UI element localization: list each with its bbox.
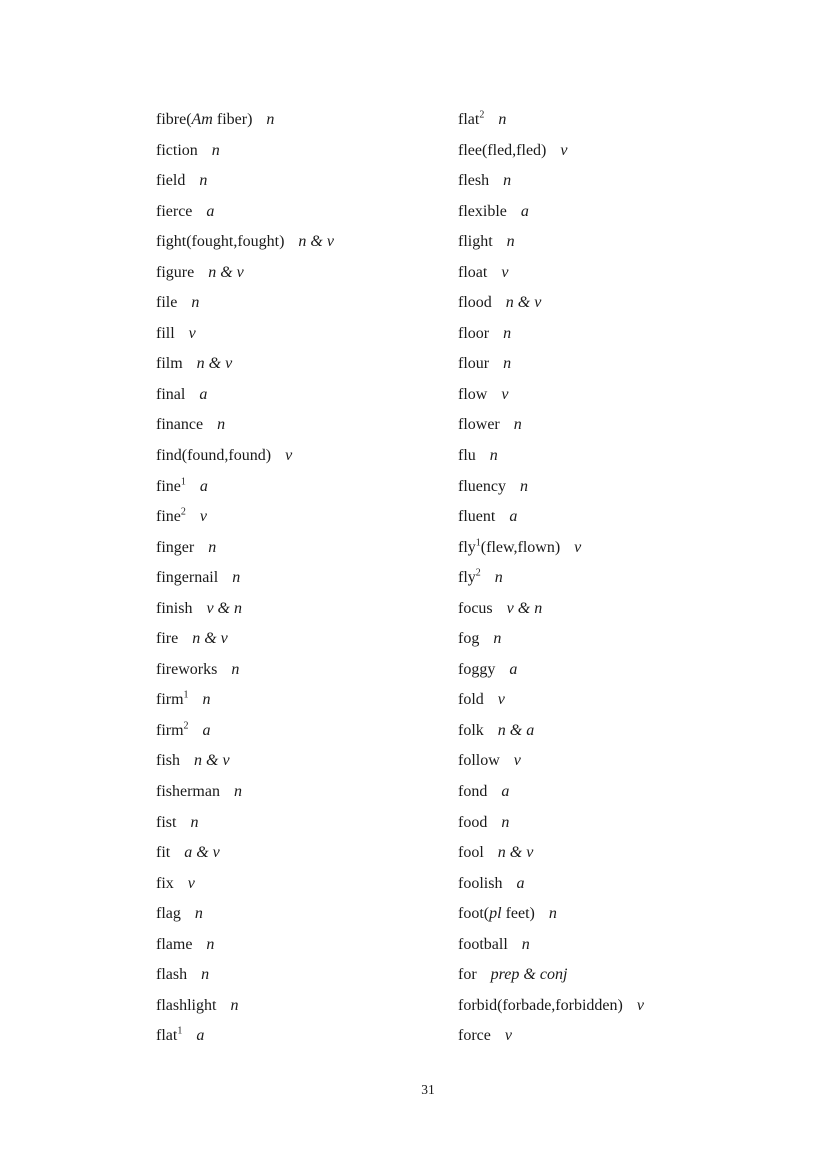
word-text: float (458, 263, 488, 281)
word-superscript: 2 (475, 567, 481, 579)
word-text: football (458, 935, 508, 953)
entry-word (156, 355, 183, 372)
entry-pos: v (513, 752, 521, 770)
entry-pos: a (199, 477, 208, 495)
entry-pos: n & a (497, 721, 535, 739)
entry-pos: a (509, 508, 518, 526)
entry-pos: n & v (505, 294, 542, 312)
entry-pos: v (501, 263, 509, 281)
word-text: fire (156, 630, 179, 648)
entry-word (156, 172, 185, 189)
entry-word (458, 416, 500, 433)
word-entry (458, 410, 644, 441)
word-text: flat (458, 111, 480, 128)
entry-pos: a (206, 202, 215, 220)
word-text: focus (458, 599, 493, 617)
entry-pos: v (187, 874, 195, 892)
entry-word (458, 172, 489, 189)
word-entry (156, 930, 334, 961)
word-text: flesh (458, 172, 490, 190)
word-text: force (458, 1027, 491, 1045)
entry-word (458, 814, 487, 831)
word-text: fit (156, 844, 171, 862)
entry-word (458, 478, 506, 495)
word-text: fly (458, 538, 476, 556)
word-text: firm (156, 691, 184, 709)
word-text: for (458, 966, 477, 984)
word-text: fill (156, 324, 175, 342)
entry-pos: prep & conj (490, 966, 568, 984)
entry-pos: n (498, 111, 507, 128)
word-entry (458, 777, 644, 808)
word-text: figure (156, 263, 195, 281)
entry-word (458, 569, 481, 586)
entry-word (458, 386, 487, 403)
word-text: fine (156, 508, 181, 526)
word-text: foggy (458, 660, 496, 678)
word-text: foolish (458, 874, 503, 892)
entry-pos: n (201, 966, 210, 984)
entry-pos: n (230, 996, 239, 1014)
word-entry (458, 1021, 644, 1052)
entry-word (458, 661, 495, 678)
entry-pos: n & v (196, 355, 233, 373)
word-entry (156, 258, 334, 289)
entry-word (458, 325, 489, 342)
word-entry (458, 685, 644, 716)
word-entry (458, 136, 644, 167)
entry-word (458, 233, 493, 250)
entry-pos: n & v (194, 752, 230, 770)
entry-pos: v (574, 538, 582, 556)
entry-word (156, 294, 177, 311)
entry-word (156, 325, 175, 342)
word-text: flow (458, 385, 488, 403)
entry-pos: n (506, 233, 515, 251)
word-entry (458, 533, 644, 564)
word-text: file (156, 294, 178, 312)
word-superscript: 2 (183, 720, 189, 732)
entry-pos: v (501, 385, 509, 403)
entry-pos: n & v (298, 233, 334, 251)
word-entry (156, 227, 334, 258)
entry-word (156, 1027, 182, 1044)
entry-pos: n (231, 660, 240, 678)
word-entry (156, 380, 334, 411)
word-text: flee(fled,fled) (458, 141, 547, 159)
entry-pos: n (217, 416, 226, 434)
entry-pos: n (206, 935, 215, 953)
word-text: final (156, 385, 186, 403)
word-entry (156, 594, 334, 625)
word-text: fly (458, 569, 476, 587)
entry-pos: v (285, 447, 293, 465)
word-entry (458, 746, 644, 777)
word-text: flash (156, 966, 188, 984)
word-text: fool (458, 844, 484, 862)
entry-pos: n (501, 813, 510, 831)
entry-word (156, 111, 252, 128)
entry-word (458, 875, 502, 892)
entry-pos: n (519, 477, 528, 495)
entry-word (156, 936, 192, 953)
word-text: fine (156, 477, 181, 495)
entry-pos: n (232, 569, 241, 587)
entry-pos: n (191, 294, 200, 312)
entry-word (458, 997, 623, 1014)
entry-pos: n (208, 538, 217, 556)
word-entry (458, 166, 644, 197)
entry-word (156, 752, 180, 769)
entry-word (458, 355, 489, 372)
entry-pos: v (199, 508, 207, 526)
word-text: flashlight (156, 996, 217, 1014)
entry-word (156, 508, 186, 525)
entry-pos: v (636, 996, 644, 1014)
entry-pos: n & v (208, 263, 244, 281)
entry-word (458, 539, 560, 556)
word-entry (458, 869, 644, 900)
word-entry (156, 624, 334, 655)
entry-word (156, 416, 203, 433)
word-entry (458, 288, 644, 319)
entry-pos: n (233, 783, 242, 801)
page-number: 31 (421, 1082, 435, 1097)
entry-word (156, 264, 194, 281)
entry-pos: v (497, 691, 505, 709)
word-entry (458, 197, 644, 228)
entry-pos: a (516, 874, 525, 892)
entry-pos: n (503, 324, 512, 342)
entry-word (156, 722, 189, 739)
entry-word (156, 814, 176, 831)
word-entry (156, 197, 334, 228)
word-text: fibre( (156, 111, 192, 128)
entry-pos: n (503, 172, 512, 190)
entry-pos: n (494, 569, 503, 587)
word-text: fix (156, 874, 174, 892)
word-italic-part: Am (191, 111, 213, 128)
entry-pos: a & v (184, 844, 220, 862)
entry-word (458, 142, 546, 159)
word-entry (458, 349, 644, 380)
word-entry (156, 746, 334, 777)
entry-word (458, 722, 484, 739)
entry-word (156, 203, 192, 220)
word-entry (458, 594, 644, 625)
entry-pos: v (560, 141, 568, 159)
word-entry (458, 441, 644, 472)
entry-pos: a (509, 660, 518, 678)
entry-word (458, 844, 484, 861)
entry-pos: n (489, 447, 498, 465)
word-italic-part: pl (489, 905, 502, 923)
word-entry (156, 563, 334, 594)
word-entry (458, 227, 644, 258)
entry-pos: n (503, 355, 512, 373)
word-entry (458, 319, 644, 350)
word-entry (458, 624, 644, 655)
entry-pos: n (194, 905, 203, 923)
entry-pos: n (493, 630, 502, 648)
word-text: film (156, 355, 183, 373)
word-entry (156, 991, 334, 1022)
word-superscript: 2 (479, 109, 485, 121)
entry-pos: n (199, 172, 208, 190)
entry-pos: v & n (506, 599, 543, 617)
word-text: finance (156, 416, 204, 434)
entry-word (458, 294, 492, 311)
word-entry (458, 655, 644, 686)
entry-word (156, 844, 170, 861)
entry-word (458, 905, 535, 922)
word-entry (156, 838, 334, 869)
word-text: firm (156, 721, 184, 739)
entry-pos: n (190, 813, 199, 831)
entry-pos: v (504, 1027, 512, 1045)
word-text: fluency (458, 477, 506, 495)
entry-pos: v & n (206, 599, 242, 617)
entry-word (458, 447, 476, 464)
column-1 (156, 105, 334, 1052)
entry-word (156, 478, 186, 495)
word-entry (156, 166, 334, 197)
column-2 (458, 105, 644, 1052)
word-entry (156, 685, 334, 716)
entry-pos: n (266, 111, 275, 128)
word-entry (458, 258, 644, 289)
word-entry (156, 502, 334, 533)
word-text: fisherman (156, 783, 220, 801)
word-text: foot( (458, 905, 490, 923)
entry-pos: n (211, 141, 220, 159)
word-text: fiction (156, 141, 198, 159)
word-entry (156, 1021, 334, 1052)
entry-word (458, 264, 487, 281)
entry-word (458, 752, 500, 769)
word-superscript: 2 (180, 506, 186, 518)
word-entry (458, 930, 644, 961)
entry-word (458, 783, 487, 800)
word-entry (156, 960, 334, 991)
word-entry (156, 716, 334, 747)
word-text: forbid(forbade,forbidden) (458, 996, 623, 1014)
entry-word (156, 875, 174, 892)
word-text: fist (156, 813, 177, 831)
entry-pos: n (202, 691, 211, 709)
word-text: find(found,found) (156, 447, 272, 465)
entry-word (458, 630, 479, 647)
entry-word (458, 1027, 491, 1044)
word-entry (156, 869, 334, 900)
word-entry (458, 380, 644, 411)
word-superscript: 1 (475, 537, 481, 549)
entry-word (156, 386, 185, 403)
word-text: flight (458, 233, 493, 251)
entry-word (156, 997, 216, 1014)
entry-word (156, 783, 220, 800)
word-text: fish (156, 752, 180, 770)
word-entry (156, 533, 334, 564)
word-text: (flew,flown) (480, 538, 561, 556)
entry-word (458, 691, 484, 708)
word-text: fight(fought,fought) (156, 233, 285, 251)
word-entry (156, 777, 334, 808)
entry-pos: n & v (192, 630, 228, 648)
word-entry (156, 410, 334, 441)
entry-word (156, 966, 187, 983)
entry-pos: n (548, 905, 557, 923)
word-entry (458, 563, 644, 594)
word-entry (156, 899, 334, 930)
entry-word (156, 539, 194, 556)
entry-word (156, 142, 198, 159)
word-entry (458, 105, 644, 136)
word-entry (458, 960, 644, 991)
word-entry (458, 472, 644, 503)
word-superscript: 1 (180, 476, 186, 488)
entry-word (458, 508, 495, 525)
word-text: fog (458, 630, 480, 648)
entry-pos: n & v (497, 844, 534, 862)
word-entry (156, 319, 334, 350)
entry-pos: n (513, 416, 522, 434)
word-entry (458, 502, 644, 533)
word-text: fiber) (212, 111, 253, 128)
word-text: flag (156, 905, 181, 923)
word-entry (156, 136, 334, 167)
entry-pos: a (196, 1027, 205, 1045)
word-text: flat (156, 1027, 178, 1045)
entry-word (156, 661, 217, 678)
word-entry (458, 899, 644, 930)
word-text: field (156, 172, 186, 190)
word-entry (458, 808, 644, 839)
word-entry (458, 716, 644, 747)
word-text: flour (458, 355, 490, 373)
word-text: finish (156, 599, 193, 617)
word-text: fold (458, 691, 484, 709)
entry-word (156, 233, 284, 250)
entry-word (458, 111, 484, 128)
word-text: flower (458, 416, 500, 434)
entry-pos: n (521, 935, 530, 953)
word-entry (458, 838, 644, 869)
word-entry (458, 991, 644, 1022)
entry-word (156, 569, 218, 586)
entry-pos: a (199, 385, 208, 403)
entry-word (156, 447, 271, 464)
entry-word (458, 966, 477, 983)
word-text: flexible (458, 202, 507, 220)
word-entry (156, 655, 334, 686)
word-entry (156, 349, 334, 380)
word-entry (156, 808, 334, 839)
word-text: follow (458, 752, 500, 770)
word-text: food (458, 813, 488, 831)
entry-pos: v (188, 324, 196, 342)
word-text: feet) (501, 905, 535, 923)
word-text: fond (458, 783, 488, 801)
word-text: fingernail (156, 569, 219, 587)
entry-word (156, 905, 181, 922)
word-text: floor (458, 324, 490, 342)
word-text: fireworks (156, 660, 218, 678)
word-text: finger (156, 538, 195, 556)
word-text: fluent (458, 508, 496, 526)
entry-word (458, 936, 508, 953)
word-text: folk (458, 721, 484, 739)
entry-pos: a (202, 721, 211, 739)
word-text: flood (458, 294, 492, 312)
word-entry (156, 472, 334, 503)
word-superscript: 1 (183, 690, 189, 702)
entry-pos: a (501, 783, 510, 801)
entry-word (156, 600, 192, 617)
entry-word (458, 203, 507, 220)
entry-word (156, 691, 189, 708)
entry-word (458, 600, 493, 617)
word-entry (156, 288, 334, 319)
word-text: flame (156, 935, 193, 953)
word-text: flu (458, 447, 476, 465)
word-superscript: 1 (177, 1026, 183, 1038)
entry-pos: a (520, 202, 529, 220)
word-entry (156, 441, 334, 472)
word-text: fierce (156, 202, 193, 220)
entry-word (156, 630, 178, 647)
word-entry (156, 105, 334, 136)
